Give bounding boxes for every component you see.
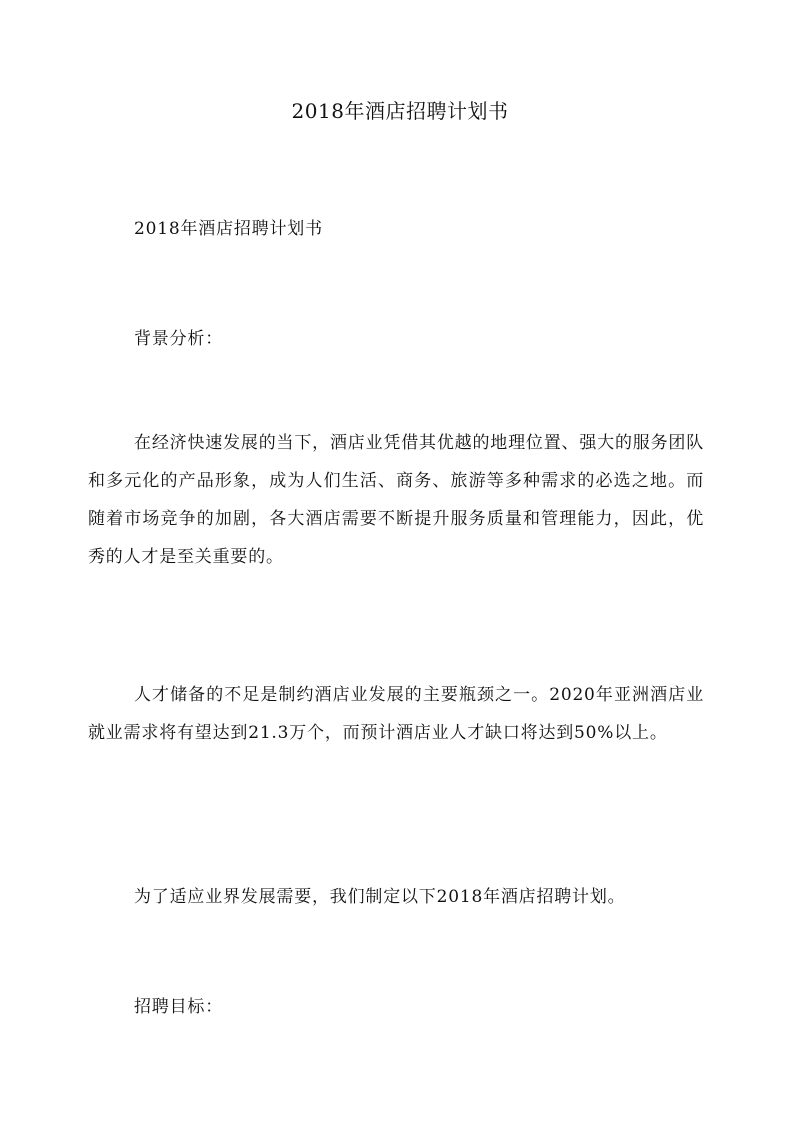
section-heading-goals: 招聘目标： [134,997,223,1017]
paragraph-plan-intro: 为了适应业界发展需要，我们制定以下2018年酒店招聘计划。 [134,887,626,907]
section-heading-background: 背景分析： [134,329,223,349]
paragraph-talent-shortage: 人才储备的不足是制约酒店业发展的主要瓶颈之一。2020年亚洲酒店业就业需求将有望达到21.3万个，而预计酒店业人才缺口将达到50%以上。 [88,685,704,743]
paragraph-background: 在经济快速发展的当下，酒店业凭借其优越的地理位置、强大的服务团队和多元化的产品形象，成为人们生活、商务、旅游等多种需求的必选之地。而随着市场竞争的加剧，各大酒店需要不断提升服务质量和管理能力，因此，优秀的人才是至关重要的。 [88,433,704,567]
document-title: 2018年酒店招聘计划书 [291,99,509,123]
document-subtitle: 2018年酒店招聘计划书 [134,219,323,239]
